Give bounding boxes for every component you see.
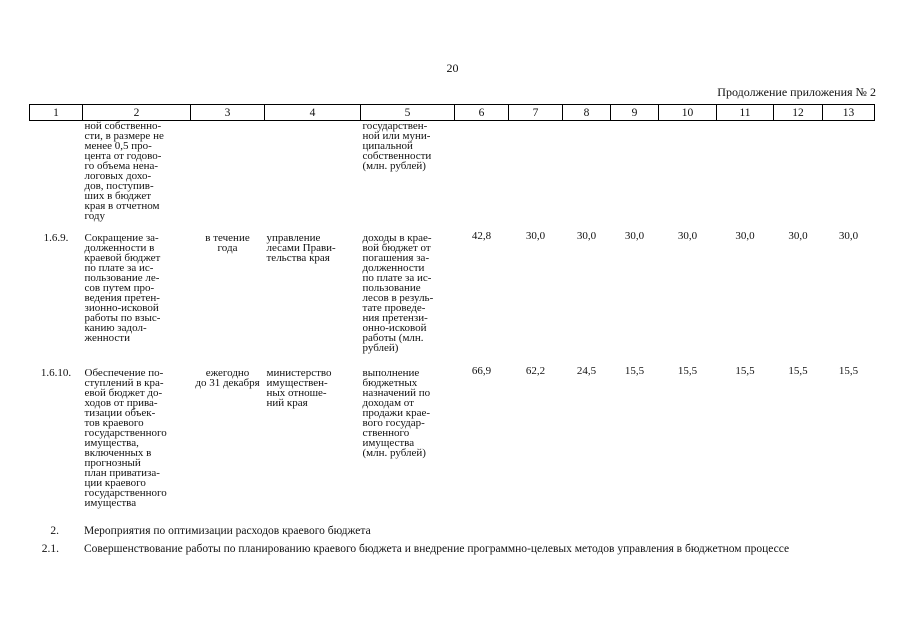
value-cell [509,121,563,231]
header-cell: 1 [30,105,83,121]
value-cell [717,121,774,231]
header-cell: 12 [774,105,823,121]
row-number [30,121,83,231]
section-heading [29,543,879,559]
header-cell: 11 [717,105,774,121]
value-cell: 15,5 [677,364,698,377]
value-cell: 15,5 [788,364,808,377]
header-cell: 3 [191,105,265,121]
deadline: ежегодно до 31 декабря [195,366,260,389]
section-title: Совершенствование работы по планированию краевого бюджета и внедрение программно-целевых методов управления в бюджетном процессе [84,543,790,555]
deadline: в течение года [205,231,250,254]
row-number: 1.6.9. [43,231,69,244]
table-row [30,366,875,516]
table-row [30,231,875,366]
table-row [30,121,875,231]
main-table [29,104,875,516]
indicator: выполнение бюджетных назначений по доходам от продажи крае- вого государ- ственного имущества (млн. рублей) [362,366,431,459]
value-cell [563,121,611,231]
header-cell: 13 [823,105,875,121]
header-cell: 4 [265,105,361,121]
header-cell: 6 [455,105,509,121]
deadline [191,121,265,231]
responsible: министерство имуществен- ных отноше- ний края [266,366,332,409]
value-cell: 62,2 [525,364,546,377]
value-cell [611,121,659,231]
value-cell [823,121,875,231]
value-cell: 24,5 [576,364,597,377]
section-heading [29,525,879,541]
measure-description: Обеспечение по- ступлений в кра- евой бюджет до- ходов от прива- тизации объек- тов краевого государственного имущества, включенных в прогнозный план приватиза- ции краевого государственного имущества [84,366,167,509]
row-number: 1.6.10. [40,366,72,379]
indicator: доходы в крае- вой бюджет от погашения за- долженности по плате за ис- пользование лесов в резуль- тате проведе- ния претензи- онно-исковой работы (млн. рублей) [362,231,434,354]
header-cell: 9 [611,105,659,121]
section-title: Мероприятия по оптимизации расходов краевого бюджета [84,525,371,537]
indicator: государствен- ной или муни- ципальной собственности (млн. рублей) [362,120,432,172]
value-cell: 15,5 [735,364,755,377]
value-cell [455,121,509,231]
measure-description: Сокращение за- долженности в краевой бюджет по плате за ис- пользование ле- сов путем про- ведения претен- зионно-исковой работы по взыс- канию задол- женности [84,231,161,344]
measure-description: ной собственно- сти, в размере не менее 0,5 про- цента от годово- го объема нена- логовых дохо- дов, поступив- ших в бюджет края в отчетном году [84,120,164,222]
header-cell: 7 [509,105,563,121]
value-cell: 30,0 [576,229,597,242]
value-cell [659,121,717,231]
value-cell: 66,9 [471,364,492,377]
value-cell [774,121,823,231]
header-row [30,105,875,121]
header-cell: 10 [659,105,717,121]
section-number: 2.1. [41,543,59,555]
section-number: 2. [50,525,59,537]
value-cell: 30,0 [735,229,755,242]
header-cell: 2 [83,105,191,121]
page-number: 20 [446,61,459,75]
value-cell: 15,5 [838,364,859,377]
responsible [265,121,361,231]
header-cell: 5 [361,105,455,121]
value-cell: 30,0 [788,229,808,242]
responsible: управление лесами Прави- тельства края [266,231,336,264]
value-cell: 30,0 [525,229,546,242]
value-cell: 42,8 [471,229,492,242]
value-cell: 30,0 [838,229,859,242]
value-cell: 30,0 [677,229,698,242]
value-cell: 15,5 [624,364,645,377]
header-cell: 8 [563,105,611,121]
value-cell: 30,0 [624,229,645,242]
continuation-label: Продолжение приложения № 2 [717,85,876,99]
